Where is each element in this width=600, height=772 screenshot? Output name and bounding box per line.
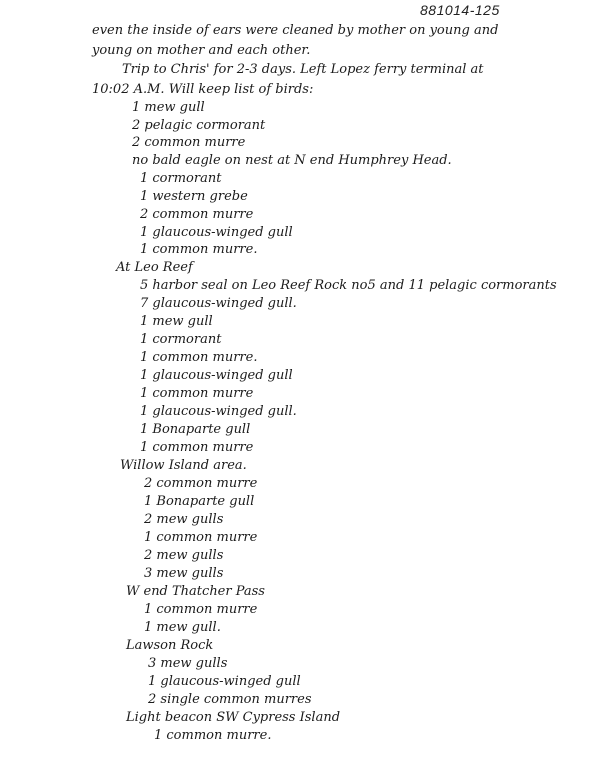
note-line: Willow Island area. bbox=[120, 458, 247, 473]
note-line: 7 glaucous-winged gull. bbox=[140, 296, 297, 311]
note-line: 1 cormorant bbox=[140, 332, 222, 347]
note-line: Lawson Rock bbox=[126, 638, 214, 653]
page-number: 881014-125 bbox=[420, 2, 500, 18]
note-line: 2 common murre bbox=[132, 135, 246, 150]
note-line: 1 common murre. bbox=[140, 350, 258, 365]
note-line: 2 common murre bbox=[140, 207, 254, 222]
note-line: 1 common murre bbox=[140, 386, 254, 401]
note-line: 2 mew gulls bbox=[144, 548, 224, 563]
note-line: Light beacon SW Cypress Island bbox=[126, 710, 341, 725]
note-line: 2 common murre bbox=[144, 476, 258, 491]
note-line: 10:02 A.M. Will keep list of birds: bbox=[92, 82, 314, 97]
note-line: 1 common murre. bbox=[140, 242, 258, 257]
note-line: 1 mew gull. bbox=[144, 620, 221, 635]
note-line: 1 common murre bbox=[144, 530, 258, 545]
note-line: 1 mew gull bbox=[132, 100, 205, 115]
note-line: young on mother and each other. bbox=[92, 43, 311, 58]
note-line: 1 western grebe bbox=[140, 189, 248, 204]
note-line: 1 glaucous-winged gull bbox=[140, 368, 293, 383]
note-line: 3 mew gulls bbox=[144, 566, 224, 581]
note-line: 2 mew gulls bbox=[144, 512, 224, 527]
note-line: 5 harbor seal on Leo Reef Rock no5 and 11 pelagic cormorants bbox=[140, 278, 557, 293]
note-line: W end Thatcher Pass bbox=[126, 584, 265, 599]
note-line: 1 glaucous-winged gull bbox=[148, 674, 301, 689]
note-line: 3 mew gulls bbox=[148, 656, 228, 671]
note-line: Trip to Chris' for 2-3 days. Left Lopez ferry terminal at bbox=[122, 62, 484, 77]
note-line: 1 common murre bbox=[144, 602, 258, 617]
note-line: even the inside of ears were cleaned by mother on young and bbox=[92, 23, 499, 38]
note-line: no bald eagle on nest at N end Humphrey Head. bbox=[132, 153, 452, 168]
note-line: 1 cormorant bbox=[140, 171, 222, 186]
note-line: 1 Bonaparte gull bbox=[144, 494, 255, 509]
note-line: At Leo Reef bbox=[116, 260, 193, 275]
note-line: 1 common murre. bbox=[154, 728, 272, 743]
note-line: 1 glaucous-winged gull bbox=[140, 225, 293, 240]
note-line: 1 glaucous-winged gull. bbox=[140, 404, 297, 419]
note-line: 1 mew gull bbox=[140, 314, 213, 329]
note-line: 2 pelagic cormorant bbox=[132, 118, 266, 133]
note-line: 2 single common murres bbox=[148, 692, 312, 707]
note-line: 1 common murre bbox=[140, 440, 254, 455]
note-line: 1 Bonaparte gull bbox=[140, 422, 251, 437]
